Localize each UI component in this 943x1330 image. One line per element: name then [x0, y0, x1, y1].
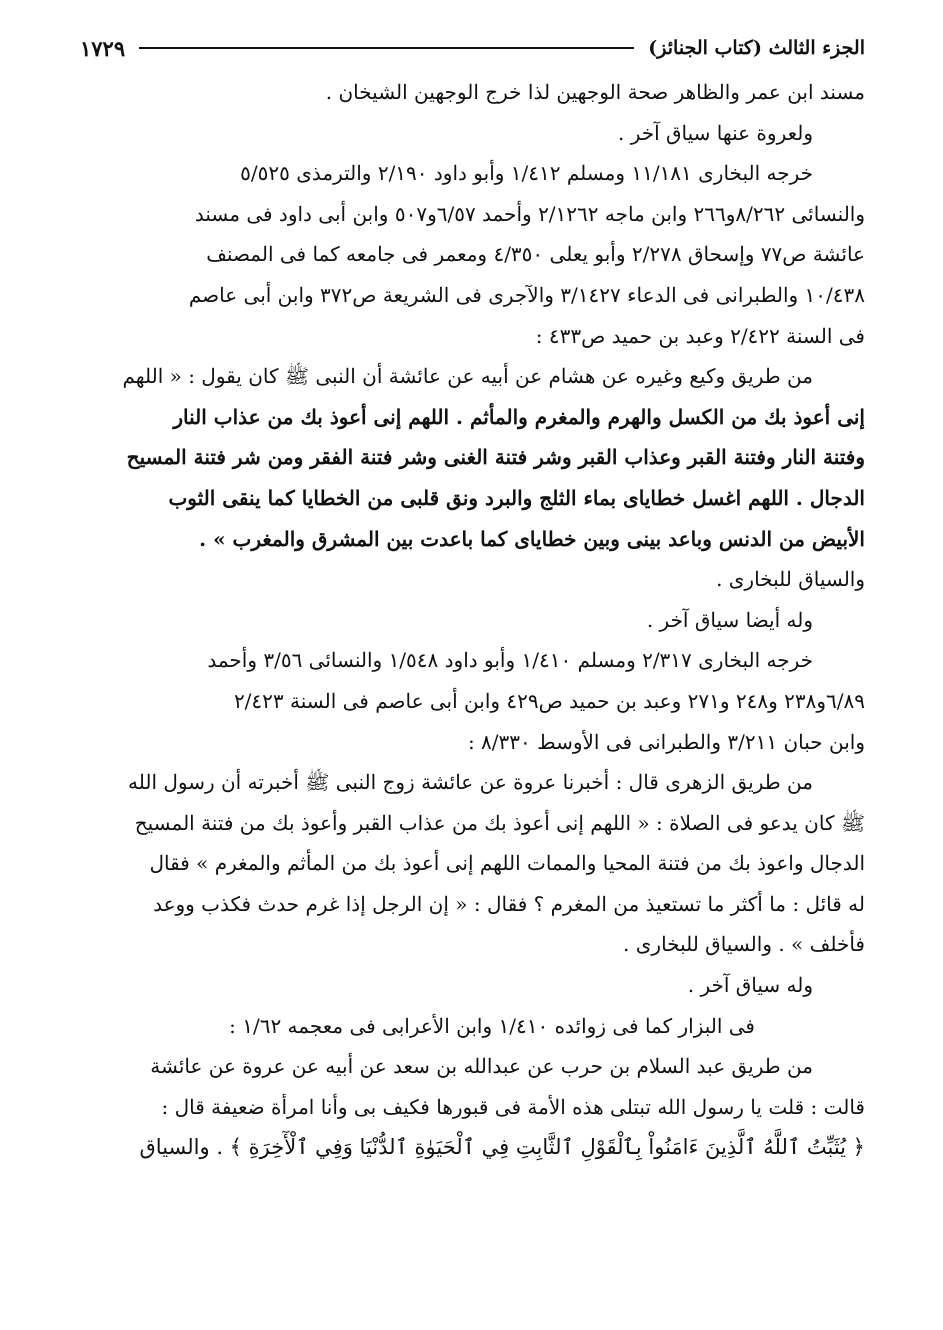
text-line: مسند ابن عمر والظاهر صحة الوجهين لذا خرج الوجهين الشيخان . [325, 80, 865, 104]
text-line: ولعروة عنها سياق آخر . [618, 120, 813, 145]
text-line: والسياق للبخارى . [716, 567, 865, 592]
text-line: قالت : قلت يا رسول الله تبتلى هذه الأمة فى قبورها فكيف بى وأنا امرأة ضعيفة قال : [161, 1094, 865, 1119]
text-line: ١٠/٤٣٨ والطبرانى فى الدعاء ٣/١٤٢٧ والآجرى فى الشريعة ص٣٧٢ وابن أبى عاصم [188, 282, 865, 307]
text-line: ٦/٨٩و٢٣٨ و٢٤٨ و٢٧١ وعبد بن حميد ص٤٢٩ وابن أبى عاصم فى السنة ٢/٤٢٣ [233, 688, 865, 713]
text-line: ﴿ يُثَبِّتُ ٱللَّهُ ٱلَّذِينَ ءَامَنُواْ بِٱلْقَوْلِ ٱلثَّابِتِ فِي ٱلْحَيَوٰةِ ٱلدُّنْيَا وَفِي ٱلْأٓخِرَةِ ﴾ . والسياق [139, 1135, 865, 1160]
text-line: إنى أعوذ بك من الكسل والهرم والمغرم والمأثم . اللهم إنى أعوذ بك من عذاب النار [173, 404, 865, 429]
text-line: فى البزار كما فى زوائده ١/٤١٠ وابن الأعرابى فى معجمه ١/٦٢ : [229, 1013, 755, 1038]
text-line: وله أيضا سياق آخر . [646, 607, 813, 632]
header-rule [139, 47, 634, 49]
text-line: عائشة ص٧٧ وإسحاق ٢/٢٧٨ وأبو يعلى ٤/٣٥٠ ومعمر فى جامعه كما فى المصنف [206, 242, 865, 267]
text-line: الأبيض من الدنس وباعد بينى وبين خطاياى كما باعدت بين المشرق والمغرب » . [199, 526, 865, 551]
text-line: من طريق عبد السلام بن حرب عن عبدالله بن سعد عن أبيه عن عروة عن عائشة [150, 1054, 813, 1079]
text-line: من طريق الزهرى قال : أخبرنا عروة عن عائشة زوج النبى ﷺ أخبرته أن رسول الله [128, 770, 813, 795]
text-line: له قائل : ما أكثر ما تستعيذ من المغرم ؟ فقال : « إن الرجل إذا غرم حدث فكذب ووعد [153, 891, 865, 916]
text-line: خرجه البخارى ١١/١٨١ ومسلم ١/٤١٢ وأبو داود ٢/١٩٠ والترمذى ٥/٥٢٥ [240, 161, 813, 186]
text-line: وله سياق آخر . [687, 973, 813, 998]
text-line: فأخلف » . والسياق للبخارى . [623, 932, 865, 957]
body-text [80, 72, 865, 1168]
text-line: خرجه البخارى ٢/٣١٧ ومسلم ١/٤١٠ وأبو داود ١/٥٤٨ والنسائى ٣/٥٦ وأحمد [207, 648, 813, 673]
text-line: ﷺ كان يدعو فى الصلاة : « اللهم إنى أعوذ بك من عذاب القبر وأعوذ بك من فتنة المسيح [134, 810, 865, 835]
text-line: والنسائى ٨/٢٦٢و٢٦٦ وابن ماجه ٢/١٢٦٢ وأحمد ٦/٥٧و٥٠٧ وابن أبى داود فى مسند [194, 201, 865, 226]
text-line: من طريق وكيع وغيره عن هشام عن أبيه عن عائشة أن النبى ﷺ كان يقول : « اللهم [122, 364, 813, 389]
page-header [80, 30, 865, 66]
text-line: وفتنة النار وفتنة القبر وعذاب القبر وشر فتنة الغنى وشر فتنة الفقر ومن شر فتنة المسيح [126, 445, 865, 470]
text-line: الدجال واعوذ بك من فتنة المحيا والممات اللهم إنى أعوذ بك من المأثم والمغرم » فقال [149, 851, 865, 876]
text-line: فى السنة ٢/٤٢٢ وعبد بن حميد ص٤٣٣ : [535, 323, 865, 348]
page-number: ١٧٢٩ [80, 35, 126, 61]
text-line: وابن حبان ٣/٢١١ والطبرانى فى الأوسط ٨/٣٣٠ : [467, 729, 865, 754]
running-title: الجزء الثالث (كتاب الجنائز) [648, 37, 865, 59]
text-line: الدجال . اللهم اغسل خطاياى بماء الثلج والبرد ونق قلبى من الخطايا كما ينقى الثوب [168, 485, 865, 510]
